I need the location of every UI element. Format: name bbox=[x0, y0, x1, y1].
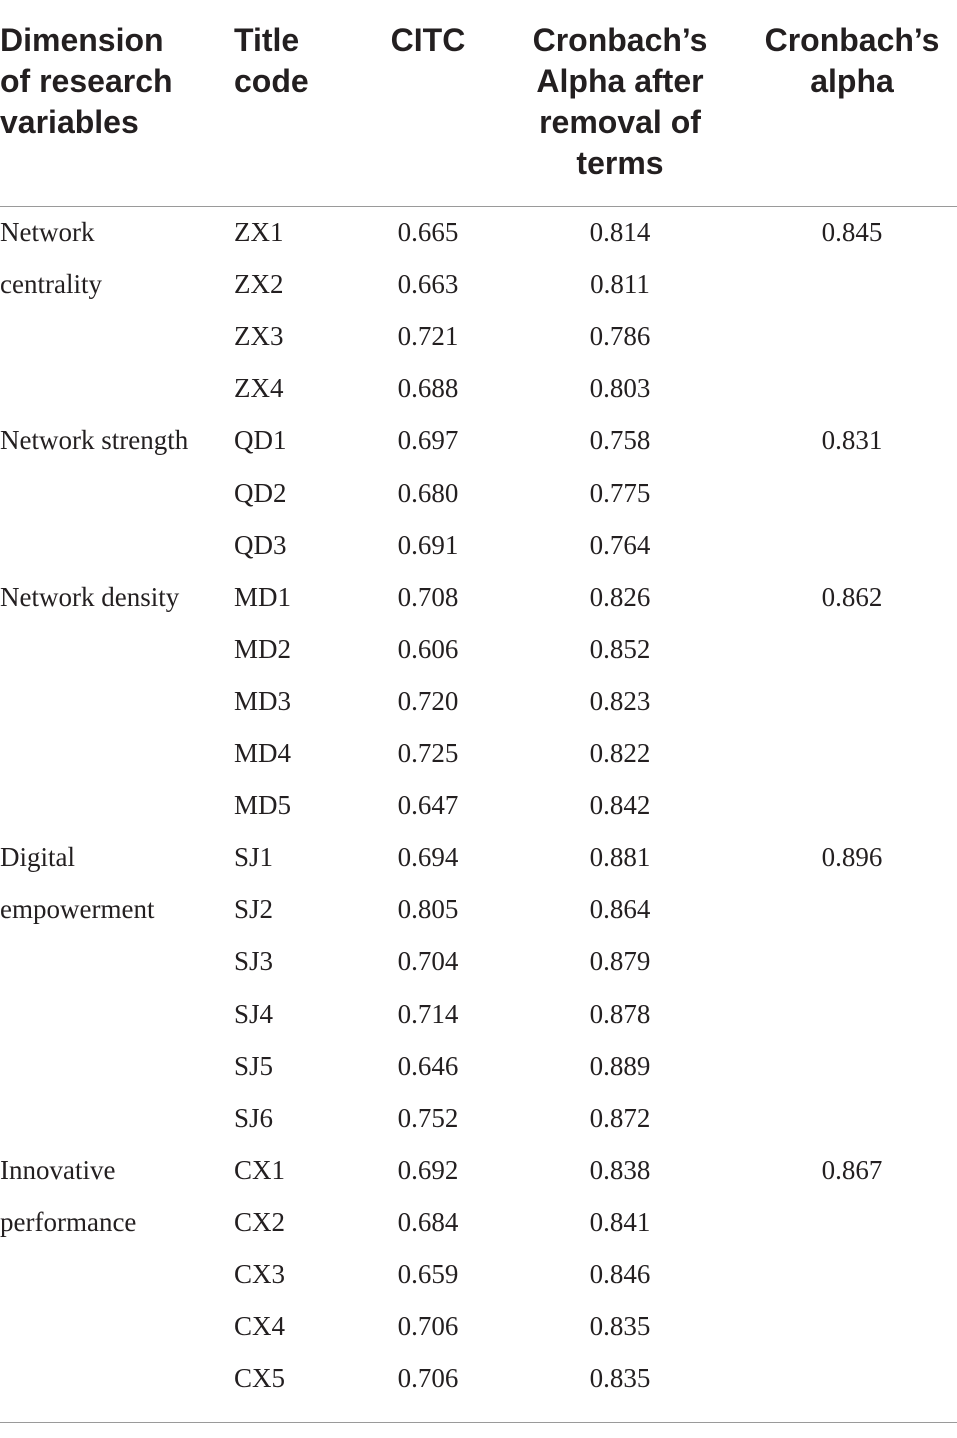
dimension-cell: performance bbox=[0, 1206, 137, 1237]
cronbach-alpha-cell: 0.862 bbox=[821, 581, 883, 612]
title-code-cell: SJ4 bbox=[234, 998, 274, 1029]
table-row bbox=[0, 1352, 957, 1404]
citc-cell: 0.714 bbox=[397, 998, 459, 1029]
table-row bbox=[0, 571, 957, 623]
title-code-cell: QD3 bbox=[234, 529, 287, 560]
citc-cell: 0.688 bbox=[397, 373, 459, 404]
header-line: Cronbach’s bbox=[764, 22, 940, 58]
header-line: CITC bbox=[390, 22, 466, 58]
alpha-after-removal-cell: 0.835 bbox=[589, 1363, 651, 1394]
table-row bbox=[0, 1248, 957, 1300]
header-dimension bbox=[0, 20, 215, 143]
citc-cell: 0.665 bbox=[397, 217, 459, 247]
citc-cell: 0.691 bbox=[397, 529, 459, 560]
alpha-after-removal-cell: 0.878 bbox=[589, 998, 651, 1029]
header-line: code bbox=[234, 63, 309, 99]
table-row bbox=[0, 206, 957, 258]
title-code-cell: SJ2 bbox=[234, 894, 274, 925]
header-citc bbox=[360, 20, 496, 61]
alpha-after-removal-cell: 0.889 bbox=[589, 1050, 651, 1081]
citc-cell: 0.659 bbox=[397, 1259, 459, 1289]
alpha-after-removal-cell: 0.852 bbox=[589, 633, 651, 664]
dimension-cell: Network bbox=[0, 217, 95, 247]
header-line: alpha bbox=[810, 63, 894, 99]
table-header bbox=[0, 0, 957, 207]
citc-cell: 0.663 bbox=[397, 269, 459, 300]
header-cronbach-alpha bbox=[752, 20, 952, 102]
title-code-cell: CX3 bbox=[234, 1259, 286, 1289]
header-line: removal of bbox=[539, 104, 701, 140]
alpha-after-removal-cell: 0.872 bbox=[589, 1102, 651, 1133]
title-code-cell: SJ1 bbox=[234, 842, 274, 873]
title-code-cell: MD2 bbox=[234, 633, 292, 664]
header-line: Alpha after bbox=[536, 63, 704, 99]
alpha-after-removal-cell: 0.822 bbox=[589, 738, 651, 768]
header-line: of research bbox=[0, 63, 173, 99]
table-row bbox=[0, 310, 957, 362]
title-code-cell: CX4 bbox=[234, 1311, 286, 1342]
citc-cell: 0.704 bbox=[397, 946, 459, 977]
table-row bbox=[0, 1092, 957, 1144]
dimension-cell: Digital bbox=[0, 842, 75, 873]
citc-cell: 0.706 bbox=[397, 1311, 459, 1342]
title-code-cell: MD5 bbox=[234, 790, 292, 821]
table-row bbox=[0, 414, 957, 466]
title-code-cell: CX2 bbox=[234, 1206, 286, 1237]
title-code-cell: ZX1 bbox=[234, 217, 284, 247]
table-row bbox=[0, 727, 957, 779]
citc-cell: 0.752 bbox=[397, 1102, 459, 1133]
cronbach-alpha-cell: 0.867 bbox=[821, 1154, 883, 1185]
header-line: variables bbox=[0, 104, 139, 140]
dimension-cell: centrality bbox=[0, 269, 102, 300]
header-alpha-after-removal bbox=[520, 20, 720, 184]
citc-cell: 0.706 bbox=[397, 1363, 459, 1394]
citc-cell: 0.697 bbox=[397, 425, 459, 456]
citc-cell: 0.694 bbox=[397, 842, 459, 873]
title-code-cell: MD1 bbox=[234, 581, 292, 612]
title-code-cell: SJ5 bbox=[234, 1050, 274, 1081]
alpha-after-removal-cell: 0.823 bbox=[589, 685, 651, 716]
alpha-after-removal-cell: 0.881 bbox=[589, 842, 651, 873]
citc-cell: 0.805 bbox=[397, 894, 459, 925]
alpha-after-removal-cell: 0.841 bbox=[589, 1206, 651, 1237]
title-code-cell: ZX2 bbox=[234, 269, 284, 300]
alpha-after-removal-cell: 0.826 bbox=[589, 581, 651, 612]
citc-cell: 0.684 bbox=[397, 1206, 459, 1237]
dimension-cell: Network strength bbox=[0, 425, 189, 456]
header-line: Dimension bbox=[0, 22, 164, 58]
header-line: Title bbox=[234, 22, 300, 58]
cronbach-alpha-cell: 0.845 bbox=[821, 217, 883, 247]
citc-cell: 0.647 bbox=[397, 790, 459, 821]
title-code-cell: SJ6 bbox=[234, 1102, 274, 1133]
header-title-code bbox=[234, 20, 344, 102]
table-row bbox=[0, 258, 957, 310]
cronbach-alpha-cell: 0.896 bbox=[821, 842, 883, 873]
alpha-after-removal-cell: 0.758 bbox=[589, 425, 651, 456]
table-row bbox=[0, 1300, 957, 1352]
title-code-cell: CX5 bbox=[234, 1363, 286, 1394]
table-row bbox=[0, 988, 957, 1040]
alpha-after-removal-cell: 0.864 bbox=[589, 894, 651, 925]
table-row bbox=[0, 883, 957, 935]
table-row bbox=[0, 519, 957, 571]
title-code-cell: SJ3 bbox=[234, 946, 274, 977]
table-row bbox=[0, 467, 957, 519]
dimension-cell: empowerment bbox=[0, 894, 155, 925]
alpha-after-removal-cell: 0.842 bbox=[589, 790, 651, 821]
alpha-after-removal-cell: 0.838 bbox=[589, 1154, 651, 1185]
title-code-cell: ZX4 bbox=[234, 373, 284, 404]
citc-cell: 0.720 bbox=[397, 685, 459, 716]
citc-cell: 0.606 bbox=[397, 633, 459, 664]
table-bottom-rule bbox=[0, 1422, 957, 1423]
alpha-after-removal-cell: 0.835 bbox=[589, 1311, 651, 1342]
alpha-after-removal-cell: 0.811 bbox=[590, 269, 650, 300]
alpha-after-removal-cell: 0.775 bbox=[589, 477, 651, 508]
alpha-after-removal-cell: 0.846 bbox=[589, 1259, 651, 1289]
alpha-after-removal-cell: 0.803 bbox=[589, 373, 651, 404]
title-code-cell: ZX3 bbox=[234, 321, 284, 352]
citc-cell: 0.721 bbox=[397, 321, 459, 352]
table-row bbox=[0, 779, 957, 831]
citc-cell: 0.680 bbox=[397, 477, 459, 508]
title-code-cell: CX1 bbox=[234, 1154, 286, 1185]
cronbach-alpha-cell: 0.831 bbox=[821, 425, 883, 456]
table-row bbox=[0, 831, 957, 883]
alpha-after-removal-cell: 0.764 bbox=[589, 529, 651, 560]
table-row bbox=[0, 623, 957, 675]
header-line: Cronbach’s bbox=[532, 22, 708, 58]
alpha-after-removal-cell: 0.879 bbox=[589, 946, 651, 977]
table-row bbox=[0, 1040, 957, 1092]
citc-cell: 0.708 bbox=[397, 581, 459, 612]
citc-cell: 0.646 bbox=[397, 1050, 459, 1081]
dimension-cell: Network density bbox=[0, 581, 180, 612]
table-row bbox=[0, 1144, 957, 1196]
citc-cell: 0.692 bbox=[397, 1154, 459, 1185]
title-code-cell: MD3 bbox=[234, 685, 292, 716]
title-code-cell: QD1 bbox=[234, 425, 287, 456]
alpha-after-removal-cell: 0.786 bbox=[589, 321, 651, 352]
table-row bbox=[0, 1196, 957, 1248]
header-line: terms bbox=[576, 145, 664, 181]
table-row bbox=[0, 362, 957, 414]
title-code-cell: QD2 bbox=[234, 477, 287, 508]
dimension-cell: Innovative bbox=[0, 1154, 116, 1185]
table-row bbox=[0, 675, 957, 727]
alpha-after-removal-cell: 0.814 bbox=[589, 217, 651, 247]
title-code-cell: MD4 bbox=[234, 738, 292, 768]
citc-cell: 0.725 bbox=[397, 738, 459, 768]
table-row bbox=[0, 935, 957, 987]
